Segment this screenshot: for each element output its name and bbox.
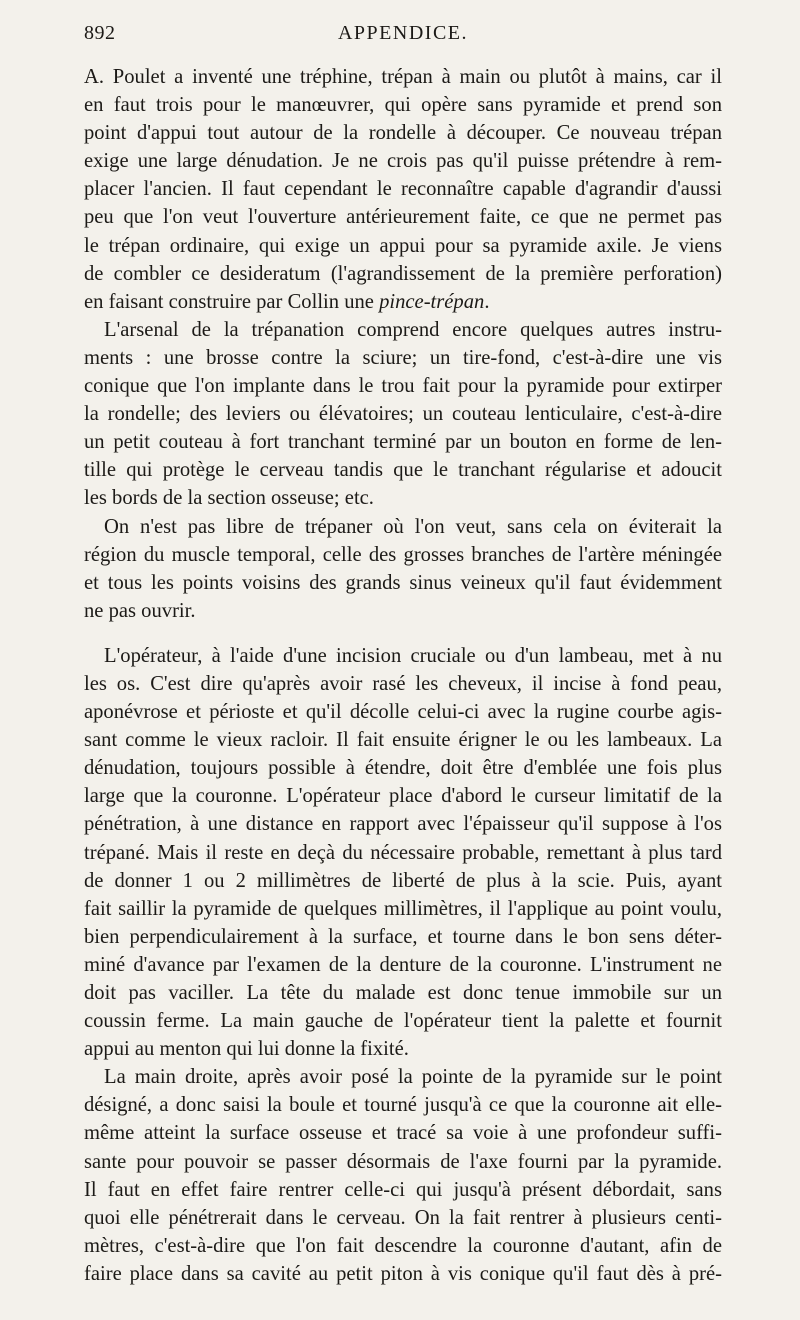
text-line: faire place dans sa cavité au petit piton à vis conique qu'il faut dès à pré- <box>84 1262 722 1285</box>
text-line: même atteint la surface osseuse et tracé sa voie à une profondeur suffi- <box>84 1122 722 1145</box>
text-fragment: en faisant construire par Collin une <box>84 290 380 313</box>
text-line: trépané. Mais il reste en deçà du nécessaire probable, remettant à plus tard <box>84 841 722 864</box>
text-line: ments : une brosse contre la sciure; un tire-fond, c'est-à-dire une vis <box>84 346 722 369</box>
text-line: conique que l'on implante dans le trou fait pour la pyramide pour extirper <box>84 375 722 398</box>
italic-term: pince-trépan <box>379 290 485 313</box>
text-line: la rondelle; des leviers ou élévatoires; un couteau lenticulaire, c'est-à-dire <box>84 403 722 426</box>
text-line: dénudation, toujours possible à étendre, doit être d'emblée une fois plus <box>84 757 722 780</box>
text-line: tille qui protège le cerveau tandis que le tranchant régularise et adoucit <box>84 459 722 482</box>
body-text <box>84 63 722 1288</box>
text-line: de donner 1 ou 2 millimètres de liberté de plus à la scie. Puis, ayant <box>84 869 722 892</box>
text-line: La main droite, après avoir posé la pointe de la pyramide sur le point <box>104 1066 722 1089</box>
text-line: miné d'avance par l'examen de la denture de la couronne. L'instrument ne <box>84 953 722 976</box>
text-line: Il faut en effet faire rentrer celle-ci qui jusqu'à présent débordait, sans <box>84 1178 722 1201</box>
paragraph-poulet-trephine <box>84 63 722 316</box>
text-line <box>84 288 722 316</box>
text-line: pénétration, à une distance en rapport avec l'épaisseur qu'il suppose à l'os <box>84 813 722 836</box>
text-line: sante pour pouvoir se passer désormais de l'axe fourni par la pyramide. <box>84 1150 722 1173</box>
text-line: doit pas vaciller. La tête du malade est donc tenue immobile sur un <box>84 982 722 1004</box>
text-line: L'opérateur, à l'aide d'une incision cruciale ou d'un lambeau, met à nu <box>104 644 722 667</box>
text-line: large que la couronne. L'opérateur place d'abord le curseur limitatif de la <box>84 785 722 808</box>
text-line: A. Poulet a inventé une tréphine, trépan à main ou plutôt à mains, car il <box>84 66 722 88</box>
paragraph-operateur <box>84 642 722 1063</box>
text-line: un petit couteau à fort tranchant terminé par un bouton en forme de len- <box>84 431 722 454</box>
text-line: coussin ferme. La main gauche de l'opérateur tient la palette et fournit <box>84 1010 722 1033</box>
text-line: mètres, c'est-à-dire que l'on fait descendre la couronne d'autant, afin de <box>84 1234 722 1257</box>
text-line: appui au menton qui lui donne la fixité. <box>84 1038 409 1061</box>
text-line: bien perpendiculairement à la surface, et tourne dans le bon sens déter- <box>84 925 722 948</box>
text-line: point d'appui tout autour de la rondelle à découper. Ce nouveau trépan <box>84 122 722 145</box>
paragraph-main-droite <box>84 1063 722 1288</box>
running-title: APPENDICE. <box>337 22 468 44</box>
text-line: en faut trois pour le manœuvrer, qui opère sans pyramide et prend son <box>84 94 722 117</box>
text-line: fait saillir la pyramide de quelques millimètres, il l'applique au point voulu, <box>84 897 722 920</box>
text-line: exige une large dénudation. Je ne crois pas qu'il puisse prétendre à rem- <box>84 150 722 173</box>
text-line: ne pas ouvrir. <box>84 599 196 622</box>
text-line: désigné, a donc saisi la boule et tourné jusqu'à ce que la couronne ait elle- <box>84 1094 722 1117</box>
text-line: L'arsenal de la trépanation comprend encore quelques autres instru- <box>104 318 722 341</box>
text-line: et tous les points voisins des grands sinus veineux qu'il faut évidemment <box>84 571 722 594</box>
text-line: peu que l'on veut l'ouverture antérieurement faite, ce que ne permet pas <box>84 206 722 229</box>
text-line: On n'est pas libre de trépaner où l'on veut, sans cela on éviterait la <box>104 515 722 538</box>
paragraph-arsenal <box>84 316 722 513</box>
text-line: sant comme le vieux racloir. Il fait ensuite érigner le ou les lambeaux. La <box>84 729 722 752</box>
text-line: placer l'ancien. Il faut cependant le reconnaître capable d'agrandir d'aussi <box>84 178 722 201</box>
page-header <box>84 22 722 52</box>
text-line: les bords de la section osseuse; etc. <box>84 487 374 510</box>
page-number: 892 <box>84 22 116 44</box>
text-line: le trépan ordinaire, qui exige un appui pour sa pyramide axile. Je viens <box>84 234 722 257</box>
text-line: aponévrose et périoste et qu'il décolle celui-ci avec la rugine courbe agis- <box>84 701 722 724</box>
text-line: de combler ce desideratum (l'agrandissement de la première perforation) <box>84 262 722 285</box>
text-line: région du muscle temporal, celle des grosses branches de l'artère méningée <box>84 543 722 566</box>
text-fragment: . <box>484 290 490 313</box>
text-line: quoi elle pénétrerait dans le cerveau. On la fait rentrer à plusieurs centi- <box>84 1206 722 1229</box>
paragraph-regions <box>84 513 722 625</box>
text-line: les os. C'est dire qu'après avoir rasé les cheveux, il incise à fond peau, <box>84 672 722 695</box>
